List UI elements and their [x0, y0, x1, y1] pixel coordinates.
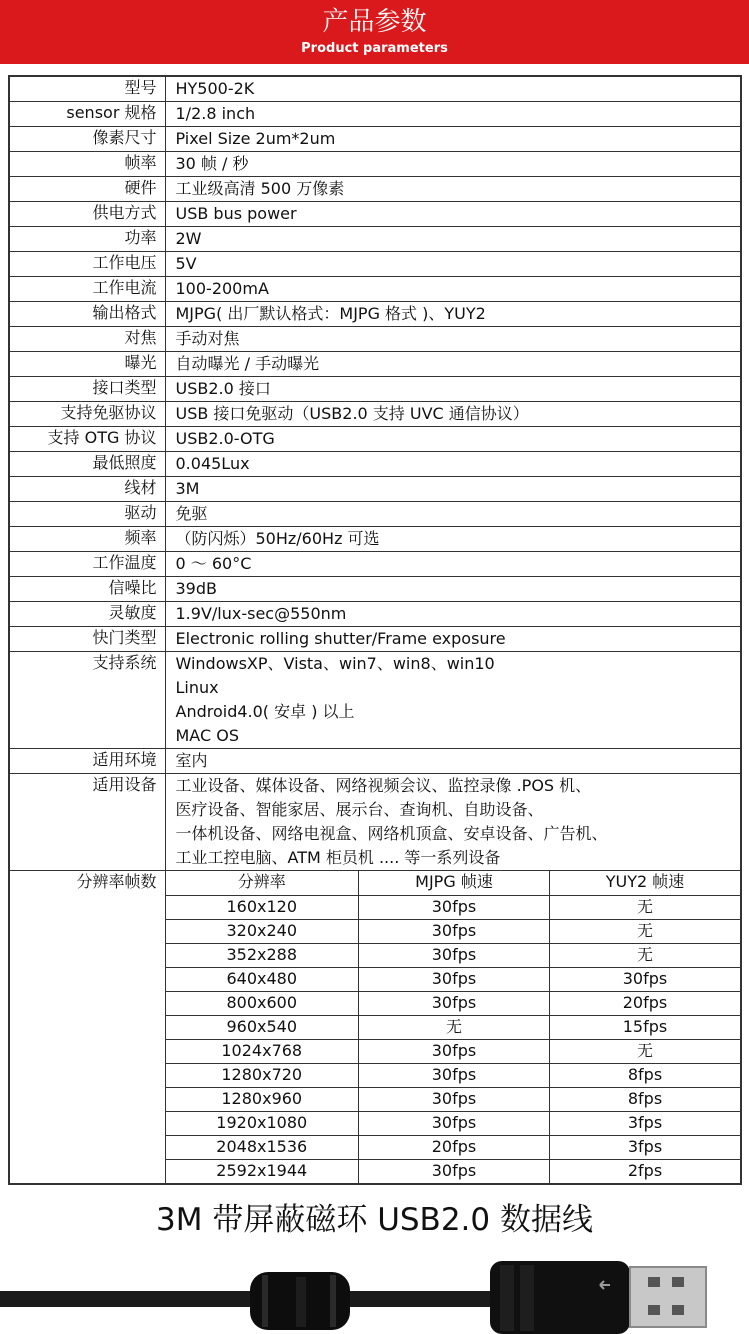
resolution-data-row — [166, 1135, 741, 1159]
spec-row — [9, 76, 741, 102]
spec-row — [9, 377, 741, 402]
resolution-header-row — [166, 871, 741, 895]
spec-label: 工作温度 — [9, 552, 165, 577]
spec-row — [9, 527, 741, 552]
spec-label: 快门类型 — [9, 627, 165, 652]
spec-row — [9, 749, 741, 774]
spec-value — [165, 527, 741, 552]
resolution-cell-value: 30fps — [359, 1039, 550, 1063]
spec-label: 信噪比 — [9, 577, 165, 602]
resolution-cell-value: 无 — [550, 943, 741, 967]
spec-label: 工作电压 — [9, 252, 165, 277]
resolution-cell-value: 30fps — [359, 943, 550, 967]
spec-row — [9, 152, 741, 177]
usb-cable-image — [0, 1255, 749, 1334]
spec-label: 工作电流 — [9, 277, 165, 302]
resolution-cell-value: 20fps — [359, 1135, 550, 1159]
spec-value-line: 100-200mA — [175, 279, 269, 298]
spec-table — [8, 75, 742, 1185]
resolution-cell-value: 1280x720 — [166, 1063, 359, 1087]
spec-value-line: MJPG( 出厂默认格式：MJPG 格式 )、YUY2 — [175, 304, 486, 323]
resolution-cell-value: 2592x1944 — [166, 1159, 359, 1183]
resolution-data-row — [166, 895, 741, 919]
spec-row — [9, 352, 741, 377]
spec-value-line: 5V — [175, 254, 197, 273]
spec-value — [165, 577, 741, 602]
spec-value-line: Electronic rolling shutter/Frame exposure — [175, 629, 506, 648]
spec-value — [165, 277, 741, 302]
spec-label: 硬件 — [9, 177, 165, 202]
resolution-data-row — [166, 919, 741, 943]
spec-label: 接口类型 — [9, 377, 165, 402]
spec-value — [165, 152, 741, 177]
spec-row — [9, 602, 741, 627]
spec-label: 驱动 — [9, 502, 165, 527]
spec-value — [165, 76, 741, 102]
resolution-cell-value: 30fps — [359, 1063, 550, 1087]
spec-row — [9, 552, 741, 577]
spec-value — [165, 452, 741, 477]
resolution-cell-value: 160x120 — [166, 895, 359, 919]
resolution-cell-value: 30fps — [359, 1159, 550, 1183]
spec-value-line: （防闪烁）50Hz/60Hz 可选 — [175, 529, 380, 548]
spec-value — [165, 252, 741, 277]
spec-value-line: 1/2.8 inch — [175, 104, 256, 123]
spec-label: 功率 — [9, 227, 165, 252]
spec-value-line: MAC OS — [175, 726, 239, 745]
spec-row — [9, 102, 741, 127]
spec-value-line: 2W — [175, 229, 202, 248]
resolution-data-row — [166, 1063, 741, 1087]
resolution-cell-value: 2fps — [550, 1159, 741, 1183]
spec-label: 支持 OTG 协议 — [9, 427, 165, 452]
spec-row — [9, 277, 741, 302]
spec-row — [9, 127, 741, 152]
spec-value — [165, 202, 741, 227]
resolution-cell-value: 8fps — [550, 1087, 741, 1111]
spec-value-line: 手动对焦 — [175, 329, 240, 348]
resolution-cell-value: 1024x768 — [166, 1039, 359, 1063]
resolution-header: MJPG 帧速 — [359, 871, 550, 895]
resolution-cell-value: 352x288 — [166, 943, 359, 967]
spec-row — [9, 452, 741, 477]
spec-row — [9, 302, 741, 327]
resolution-cell-value: 无 — [550, 895, 741, 919]
spec-row — [9, 227, 741, 252]
page-subtitle: Product parameters — [301, 41, 448, 56]
spec-row — [9, 202, 741, 227]
spec-value — [165, 352, 741, 377]
spec-value — [165, 652, 741, 749]
spec-row — [9, 402, 741, 427]
resolution-cell-value: 2048x1536 — [166, 1135, 359, 1159]
resolution-cell-value: 30fps — [550, 967, 741, 991]
spec-row — [9, 627, 741, 652]
resolution-cell-value: 30fps — [359, 919, 550, 943]
resolution-data-row — [166, 1111, 741, 1135]
resolution-cell-value: 3fps — [550, 1111, 741, 1135]
spec-value — [165, 302, 741, 327]
resolution-data-row — [166, 967, 741, 991]
spec-value-line: 0.045Lux — [175, 454, 250, 473]
spec-label: 帧率 — [9, 152, 165, 177]
spec-label: 最低照度 — [9, 452, 165, 477]
header-banner — [0, 0, 749, 64]
spec-label: 适用环境 — [9, 749, 165, 774]
spec-label: 灵敏度 — [9, 602, 165, 627]
resolution-cell-value: 960x540 — [166, 1015, 359, 1039]
resolution-cell-value: 20fps — [550, 991, 741, 1015]
spec-value — [165, 377, 741, 402]
spec-value-line: 0 ～ 60°C — [175, 554, 252, 573]
spec-label: 输出格式 — [9, 302, 165, 327]
spec-row — [9, 477, 741, 502]
spec-value — [165, 602, 741, 627]
spec-value — [165, 327, 741, 352]
spec-label: sensor 规格 — [9, 102, 165, 127]
spec-value-line: Linux — [175, 678, 219, 697]
spec-value-line: USB2.0-OTG — [175, 429, 275, 448]
spec-value-line: 1.9V/lux-sec@550nm — [175, 604, 347, 623]
spec-value-line: 3M — [175, 479, 200, 498]
spec-value-line: USB2.0 接口 — [175, 379, 271, 398]
spec-label: 频率 — [9, 527, 165, 552]
resolution-data-row — [166, 1015, 741, 1039]
resolution-cell-value: 1280x960 — [166, 1087, 359, 1111]
resolution-cell-value: 3fps — [550, 1135, 741, 1159]
resolution-cell-value: 无 — [550, 1039, 741, 1063]
resolution-data-row — [166, 1039, 741, 1063]
spec-row — [9, 774, 741, 871]
spec-value — [165, 749, 741, 774]
spec-row — [9, 502, 741, 527]
resolution-cell-value: 无 — [359, 1015, 550, 1039]
spec-value-line: 39dB — [175, 579, 217, 598]
resolution-cell-value: 30fps — [359, 1111, 550, 1135]
resolution-cell — [165, 871, 741, 1185]
spec-value — [165, 552, 741, 577]
spec-value-line: 医疗设备、智能家居、展示台、查询机、自助设备、 — [175, 800, 544, 819]
spec-row — [9, 652, 741, 749]
resolution-table — [166, 871, 741, 1183]
resolution-cell-value: 640x480 — [166, 967, 359, 991]
spec-value-line: USB 接口免驱动（USB2.0 支持 UVC 通信协议） — [175, 404, 529, 423]
spec-value-line: Pixel Size 2um*2um — [175, 129, 336, 148]
resolution-cell-value: 1920x1080 — [166, 1111, 359, 1135]
spec-label: 线材 — [9, 477, 165, 502]
cable-title: 3M 带屏蔽磁环 USB2.0 数据线 — [156, 1202, 593, 1238]
spec-value-line: Android4.0( 安卓 ) 以上 — [175, 702, 355, 721]
spec-value-line: WindowsXP、Vista、win7、win8、win10 — [175, 654, 495, 673]
resolution-label: 分辨率帧数 — [9, 871, 165, 1185]
resolution-cell-value: 30fps — [359, 967, 550, 991]
spec-value — [165, 427, 741, 452]
resolution-data-row — [166, 1159, 741, 1183]
spec-value — [165, 102, 741, 127]
spec-value — [165, 127, 741, 152]
spec-label: 适用设备 — [9, 774, 165, 871]
spec-row — [9, 327, 741, 352]
spec-row — [9, 252, 741, 277]
spec-value-line: 工业设备、媒体设备、网络视频会议、监控录像 .POS 机、 — [175, 776, 592, 795]
spec-label: 供电方式 — [9, 202, 165, 227]
spec-row — [9, 577, 741, 602]
usb-connector — [630, 1267, 706, 1327]
spec-label: 对焦 — [9, 327, 165, 352]
spec-value-line: HY500-2K — [175, 79, 255, 98]
resolution-data-row — [166, 943, 741, 967]
spec-label: 型号 — [9, 76, 165, 102]
spec-value — [165, 477, 741, 502]
spec-value-line: 免驱 — [175, 504, 208, 523]
resolution-header: 分辨率 — [166, 871, 359, 895]
resolution-row — [9, 871, 741, 1185]
spec-value — [165, 502, 741, 527]
page-title: 产品参数 — [322, 7, 427, 37]
spec-value-line: 30 帧 / 秒 — [175, 154, 249, 173]
resolution-data-row — [166, 1087, 741, 1111]
spec-value — [165, 627, 741, 652]
spec-value-line: USB bus power — [175, 204, 297, 223]
resolution-cell-value: 30fps — [359, 991, 550, 1015]
spec-label: 支持免驱协议 — [9, 402, 165, 427]
resolution-data-row — [166, 991, 741, 1015]
spec-label: 像素尺寸 — [9, 127, 165, 152]
spec-value-line: 自动曝光 / 手动曝光 — [175, 354, 320, 373]
spec-value-line: 工业级高清 500 万像素 — [175, 179, 345, 198]
spec-value-line: 工业工控电脑、ATM 柜员机 .... 等一系列设备 — [175, 848, 501, 867]
resolution-header: YUY2 帧速 — [550, 871, 741, 895]
spec-value — [165, 774, 741, 871]
spec-value — [165, 227, 741, 252]
resolution-cell-value: 30fps — [359, 1087, 550, 1111]
spec-row — [9, 177, 741, 202]
resolution-cell-value: 无 — [550, 919, 741, 943]
spec-value-line: 一体机设备、网络电视盒、网络机顶盒、安卓设备、广告机、 — [175, 824, 608, 843]
spec-row — [9, 427, 741, 452]
spec-value — [165, 402, 741, 427]
resolution-cell-value: 800x600 — [166, 991, 359, 1015]
spec-label: 支持系统 — [9, 652, 165, 749]
spec-value-line: 室内 — [175, 751, 208, 770]
resolution-cell-value: 15fps — [550, 1015, 741, 1039]
spec-label: 曝光 — [9, 352, 165, 377]
resolution-cell-value: 8fps — [550, 1063, 741, 1087]
resolution-cell-value: 30fps — [359, 895, 550, 919]
resolution-cell-value: 320x240 — [166, 919, 359, 943]
spec-value — [165, 177, 741, 202]
